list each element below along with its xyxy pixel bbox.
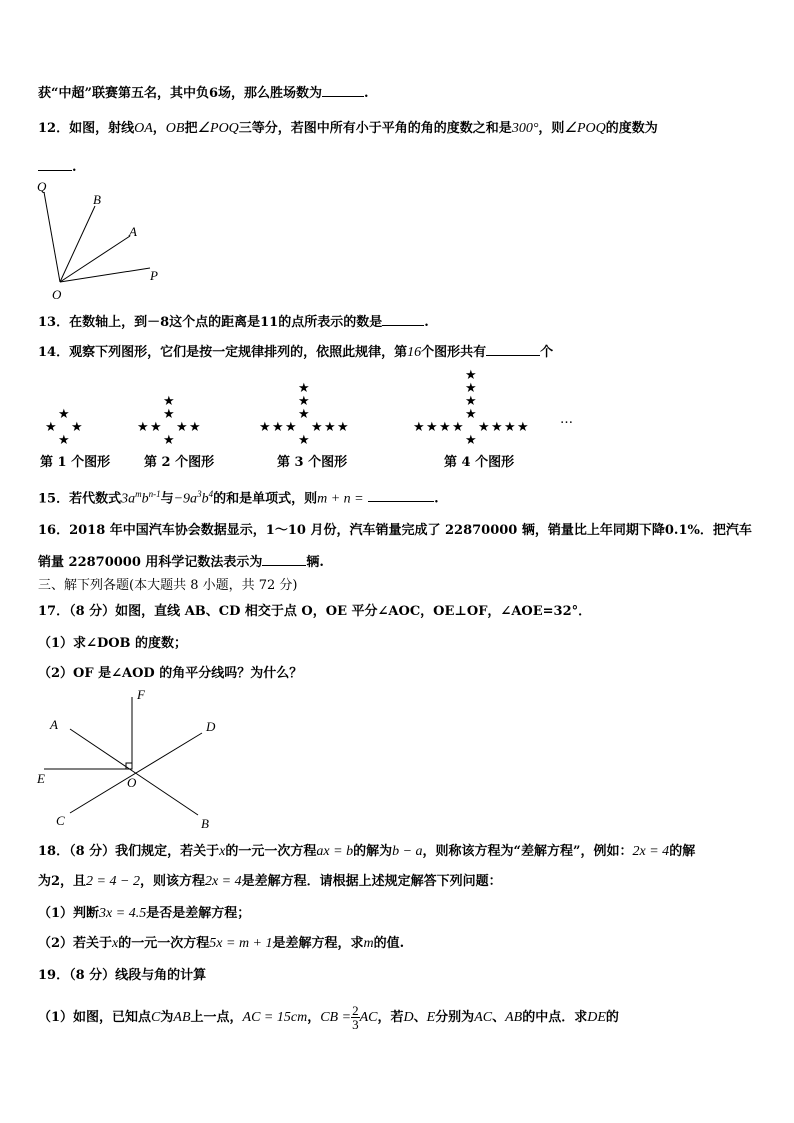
star-icon: ★ [298, 394, 310, 409]
label-o: O [127, 775, 137, 790]
star-icon: ★ [272, 420, 284, 435]
star-icon: ★ [298, 381, 310, 396]
star-icon: ★ [58, 407, 70, 422]
star-icon: ★ [504, 420, 516, 435]
star-icon: ★ [324, 420, 336, 435]
q12-line1: 12．如图，射线OA，OB把∠POQ三等分，若图中所有小于平角的角的度数之和是300°，则∠POQ的度数为 [38, 121, 658, 136]
star-icon: ★ [465, 394, 477, 409]
answer-blank [382, 313, 424, 326]
answer-blank [262, 553, 306, 566]
star-icon: ★ [311, 420, 323, 435]
answer-blank [368, 489, 434, 502]
star-icon: ★ [426, 420, 438, 435]
q17-line1: 17．（8 分）如图，直线 AB、CD 相交于点 O，OE 平分∠AOC，OE⊥OF，∠AOE=32°． [38, 604, 592, 619]
star-icon: ★ [189, 420, 201, 435]
label-q: Q [37, 179, 47, 194]
figure-caption-2: 第 2 个图形 [144, 455, 215, 470]
q13-line: 13．在数轴上，到－8这个点的距离是11的点所表示的数是 . [38, 315, 429, 330]
figure-caption-1: 第 1 个图形 [40, 455, 111, 470]
star-icon: ★ [45, 420, 57, 435]
answer-blank [486, 343, 540, 356]
fraction: $\frac{2}{3}$ [352, 1003, 359, 1032]
star-icon: ★ [413, 420, 425, 435]
q19-line1: 19．（8 分）线段与角的计算 [38, 968, 207, 983]
star-icon: ★ [163, 433, 175, 448]
q15-line: 15．若代数式$3a^mb^{n-1}$与$-9a^3b^4$的和是单项式，则m + n = . [38, 489, 439, 507]
figure-caption-4: 第 4 个图形 [444, 455, 515, 470]
answer-blank [38, 158, 72, 171]
star-icon: ★ [298, 433, 310, 448]
star-icon: ★ [150, 420, 162, 435]
label-c: C [56, 813, 65, 828]
star-icon: ★ [491, 420, 503, 435]
star-icon: ★ [517, 420, 529, 435]
q18-line1: 18．（8 分）我们规定，若关于x的一元一次方程ax = b的解为b − a，则称该方程为“差解方程”，例如：2x = 4的解 [38, 844, 696, 859]
label-d: D [206, 719, 216, 734]
q16-line2: 销量 22870000 用科学记数法表示为 辆. [38, 555, 324, 570]
answer-blank [322, 84, 364, 97]
star-icon: ★ [465, 368, 477, 383]
q17-sub1: （1）求∠DOB 的度数； [38, 636, 188, 651]
star-icon: ★ [465, 433, 477, 448]
q17-figure [30, 685, 230, 830]
star-icon: ★ [337, 420, 349, 435]
label-b: B [93, 192, 101, 207]
q12-figure [30, 178, 170, 303]
q11-line: 获“中超”联赛第五名，其中负6场，那么胜场数为 . [38, 86, 369, 101]
star-icon: ★ [478, 420, 490, 435]
star-icon: ★ [163, 407, 175, 422]
label-a: A [129, 224, 137, 239]
star-icon: ★ [259, 420, 271, 435]
star-icon: ★ [465, 407, 477, 422]
label-e: E [37, 771, 45, 786]
figure-caption-3: 第 3 个图形 [277, 455, 348, 470]
q14-line: 14．观察下列图形，它们是按一定规律排列的，依照此规律，第16个图形共有 个 [38, 345, 554, 360]
star-icon: ★ [163, 394, 175, 409]
q18-sub1: （1）判断3x = 4.5是否是差解方程； [38, 906, 251, 921]
q14-star-figures [0, 365, 794, 475]
label-o: O [52, 287, 62, 302]
label-p: P [150, 268, 158, 283]
star-icon: ★ [452, 420, 464, 435]
section-heading: 三、解下列各题(本大题共 8 小题，共 72 分) [38, 578, 298, 593]
q12-line2: . [38, 158, 77, 176]
star-icon: ★ [137, 420, 149, 435]
q16-line1: 16．2018 年中国汽车协会数据显示，1～10 月份，汽车销量完成了 22870000 辆，销量比上年同期下降0.1%．把汽车 [38, 523, 752, 538]
q18-line2: 为2，且2 = 4 − 2，则该方程2x = 4是差解方程．请根据上述规定解答下列问题： [38, 874, 502, 889]
label-b: B [201, 816, 209, 830]
star-icon: ★ [176, 420, 188, 435]
q19-sub1: （1）如图，已知点C为AB上一点，AC = 15cm，CB = $\frac{2}{3}$ AC，若D、E分别为AC、AB的中点．求DE的 [38, 1003, 619, 1032]
star-icon: ★ [58, 433, 70, 448]
star-icon: ★ [465, 381, 477, 396]
q18-sub2: （2）若关于x的一元一次方程5x = m + 1是差解方程，求m的值. [38, 936, 405, 951]
star-icon: ★ [285, 420, 297, 435]
ellipsis: … [560, 412, 573, 427]
label-a: A [50, 717, 58, 732]
star-icon: ★ [439, 420, 451, 435]
q17-sub2: （2）OF 是∠AOD 的角平分线吗？为什么？ [38, 666, 303, 681]
star-icon: ★ [298, 407, 310, 422]
label-f: F [137, 687, 145, 702]
star-icon: ★ [71, 420, 83, 435]
